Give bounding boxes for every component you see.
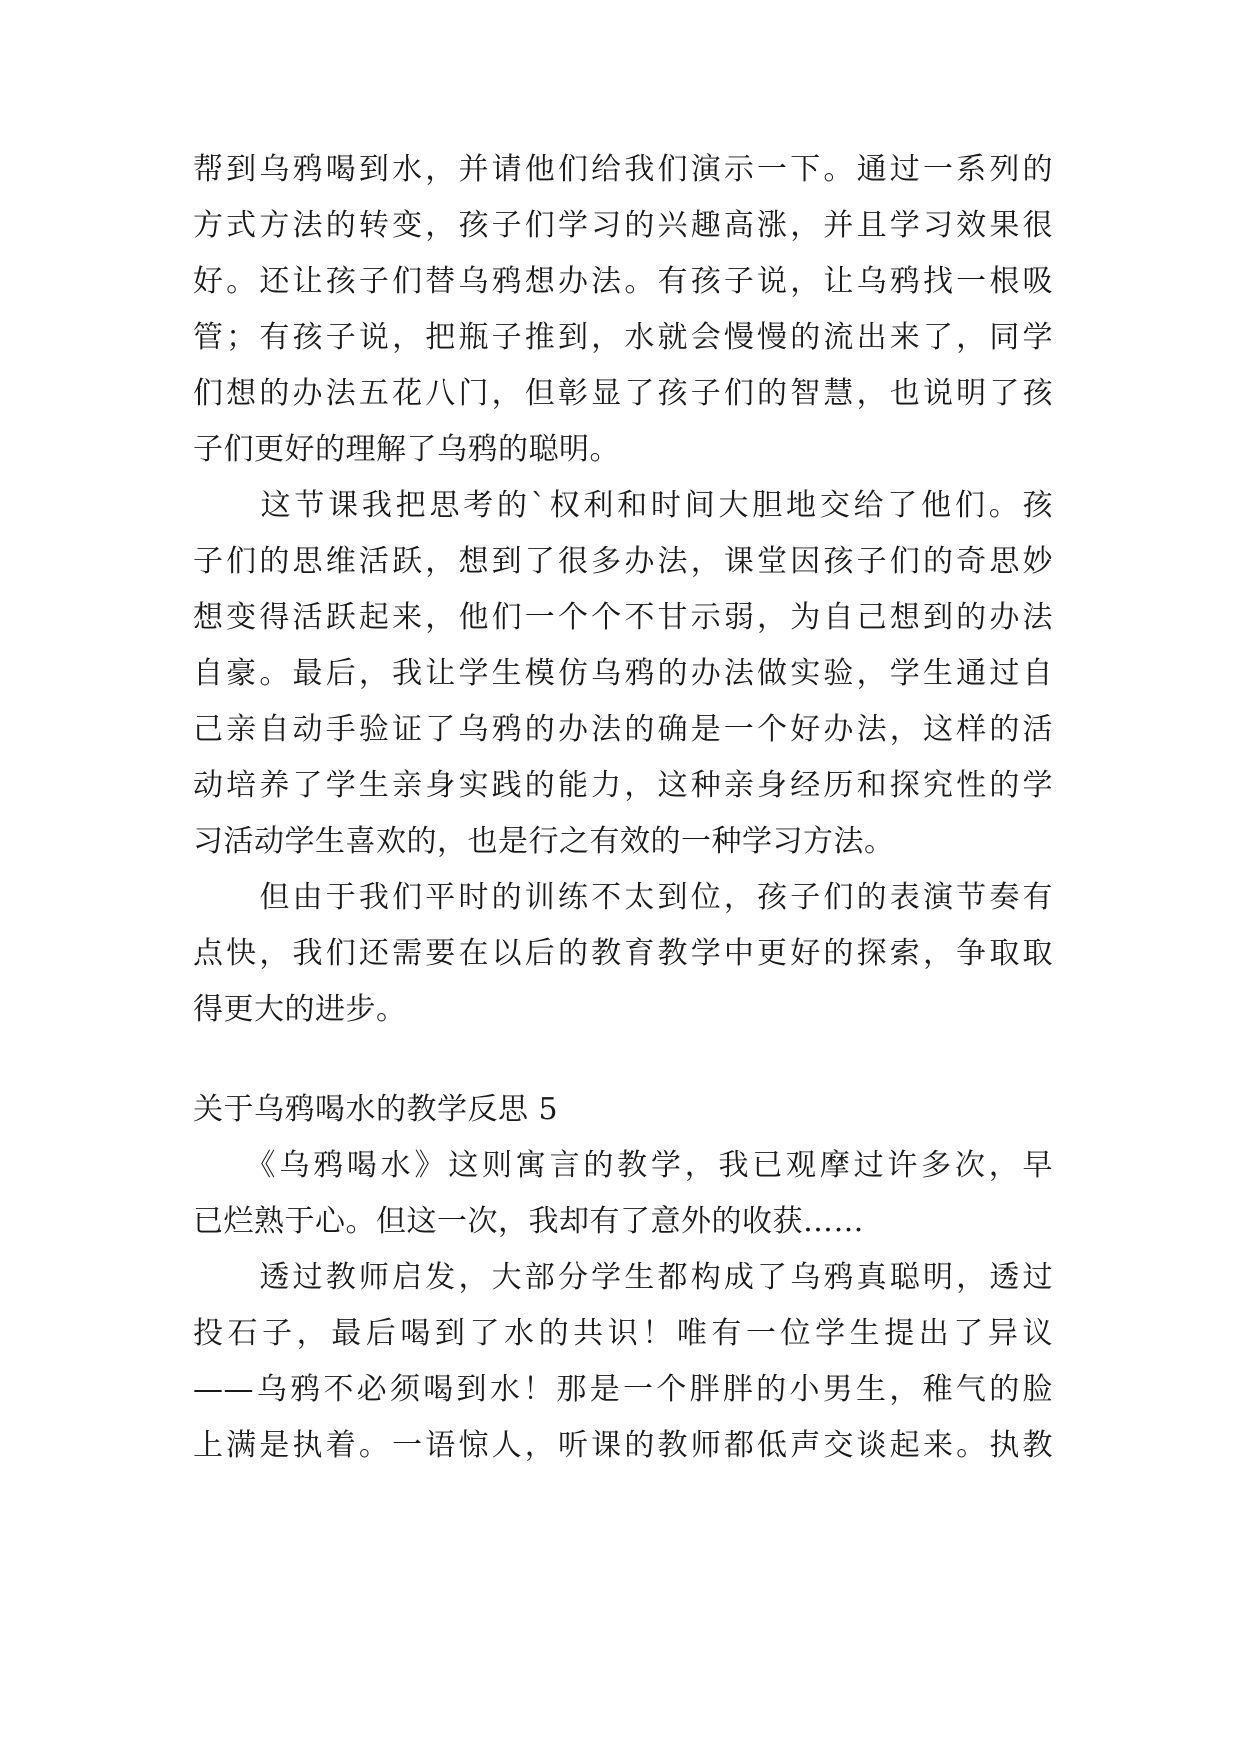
paragraph-line: 们想的办法五花八门，但彰显了孩子们的智慧，也说明了孩	[193, 376, 1053, 411]
paragraph-line: 已烂熟于心。但这一次，我却有了意外的收获……	[193, 1204, 864, 1239]
paragraph-line: 动培养了学生亲身实践的能力，这种亲身经历和探究性的学	[193, 768, 1053, 803]
section-heading: 关于乌鸦喝水的教学反思 5	[193, 1092, 559, 1127]
paragraph-line: 想变得活跃起来，他们一个个不甘示弱，为自己想到的办法	[193, 600, 1053, 635]
paragraph-line: 帮到乌鸦喝到水，并请他们给我们演示一下。通过一系列的	[193, 152, 1053, 187]
paragraph-line: 管；有孩子说，把瓶子推到，水就会慢慢的流出来了，同学	[193, 320, 1053, 355]
paragraph-line: 方式方法的转变，孩子们学习的兴趣高涨，并且学习效果很	[193, 208, 1053, 243]
paragraph-line: 上满是执着。一语惊人，听课的教师都低声交谈起来。执教	[193, 1428, 1053, 1463]
paragraph-line: 但由于我们平时的训练不太到位，孩子们的表演节奏有	[193, 880, 1053, 915]
paragraph-line: 投石子，最后喝到了水的共识！唯有一位学生提出了异议	[193, 1316, 1053, 1351]
paragraph-line: 这节课我把思考的`权利和时间大胆地交给了他们。孩	[193, 488, 1053, 523]
paragraph-line: 子们更好的理解了乌鸦的聪明。	[193, 432, 620, 467]
paragraph-line: 子们的思维活跃，想到了很多办法，课堂因孩子们的奇思妙	[193, 544, 1053, 579]
paragraph-line: 得更大的进步。	[193, 992, 407, 1027]
paragraph-line: 点快，我们还需要在以后的教育教学中更好的探索，争取取	[193, 936, 1053, 971]
paragraph-line: 习活动学生喜欢的，也是行之有效的一种学习方法。	[193, 824, 895, 859]
paragraph-line: 己亲自动手验证了乌鸦的办法的确是一个好办法，这样的活	[193, 712, 1053, 747]
paragraph-line: 自豪。最后，我让学生模仿乌鸦的办法做实验，学生通过自	[193, 656, 1053, 691]
paragraph-line: 透过教师启发，大部分学生都构成了乌鸦真聪明，透过	[193, 1260, 1053, 1295]
paragraph-line: 好。还让孩子们替乌鸦想办法。有孩子说，让乌鸦找一根吸	[193, 264, 1053, 299]
paragraph-line: 《乌鸦喝水》这则寓言的教学，我已观摩过许多次，早	[193, 1148, 1053, 1183]
paragraph-line: ——乌鸦不必须喝到水！那是一个胖胖的小男生，稚气的脸	[193, 1372, 1053, 1407]
